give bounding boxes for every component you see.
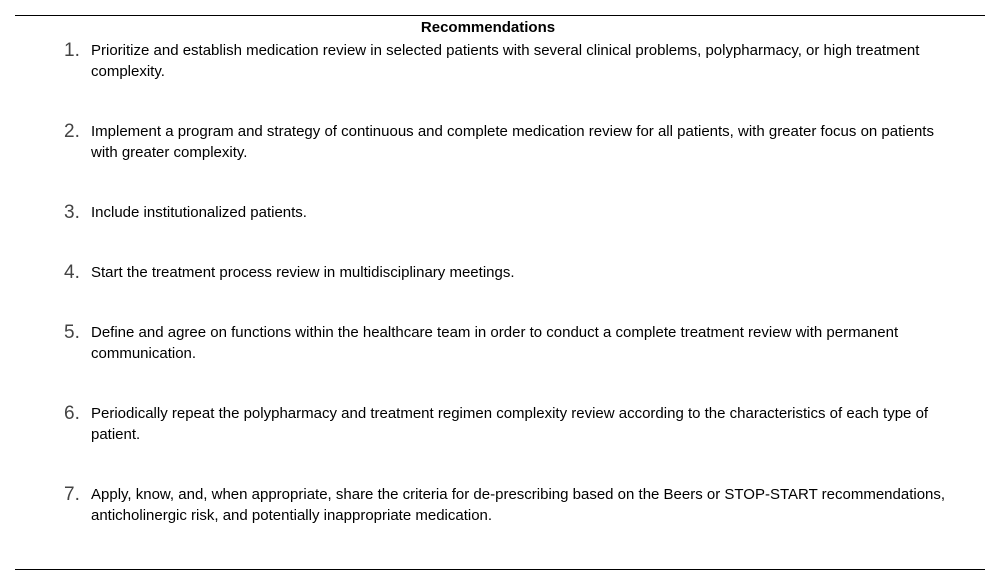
item-text: Define and agree on functions within the healthcare team in order to conduct a complete treatment review with permanent communication. [91, 324, 899, 362]
item-text: Include institutionalized patients. [91, 204, 307, 221]
item-number: 2. [64, 121, 80, 142]
item-text: Start the treatment process review in multidisciplinary meetings. [91, 264, 515, 281]
top-rule [15, 15, 985, 16]
item-number: 5. [64, 322, 80, 343]
item-text: Implement a program and strategy of continuous and complete medication review for all patients, with greater focus on patients with greater complexity. [91, 123, 934, 161]
item-number: 1. [64, 40, 80, 61]
item-text: Apply, know, and, when appropriate, share the criteria for de-prescribing based on the Beers or STOP-START recommendations, anticholinergic risk, and potentially inappropriate medication. [91, 486, 946, 524]
item-number: 6. [64, 403, 80, 424]
bottom-rule [15, 569, 985, 570]
item-text: Prioritize and establish medication review in selected patients with several clinical problems, polypharmacy, or high treatment complexity. [91, 42, 920, 80]
table-title: Recommendations [420, 19, 556, 36]
item-number: 3. [64, 202, 80, 223]
item-text: Periodically repeat the polypharmacy and treatment regimen complexity review according to the characteristics of each type of patient. [91, 405, 929, 443]
item-number: 4. [64, 262, 80, 283]
item-number: 7. [64, 484, 80, 505]
